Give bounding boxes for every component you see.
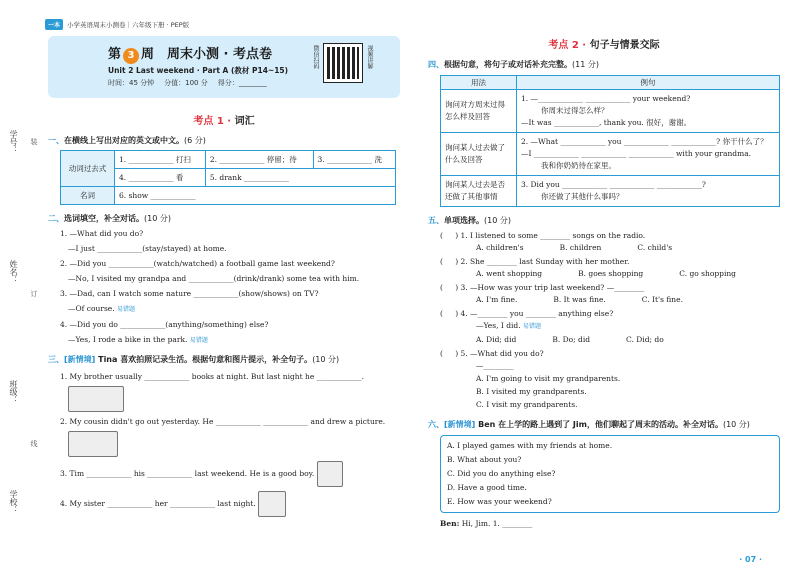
- table-head-usage: 用法: [441, 76, 517, 90]
- table-row: [441, 176, 780, 207]
- student-name-label: 姓名：: [9, 260, 18, 284]
- mc-question[interactable]: ( ) 4. —________ you ________ anything else?: [440, 309, 614, 318]
- s6-new-tag: [新情境]: [444, 420, 476, 429]
- s6-text: Ben 在上学的路上遇到了 Jim，他们聊起了周末的活动。补全对话。: [478, 420, 723, 429]
- s2-text: 选词填空，补全对话。: [64, 214, 144, 223]
- vocab-head-nouns: 名词: [61, 187, 115, 205]
- example-cell[interactable]: [517, 133, 780, 176]
- mc-option[interactable]: A. went shopping: [476, 269, 543, 278]
- page-number: · 07 ·: [739, 555, 762, 564]
- vocab-head-verbs: 动词过去式: [61, 151, 115, 187]
- washing-illustration-icon: [317, 461, 343, 487]
- mc-question[interactable]: ( ) 3. —How was your trip last weekend? —________: [440, 283, 645, 292]
- vocab-cell[interactable]: 3. ____________ 洗: [313, 151, 395, 169]
- vocab-cell[interactable]: 2. ____________ 停留；待: [205, 151, 313, 169]
- key-point-2-heading: [428, 36, 780, 51]
- dialogue-options-box: [440, 435, 780, 513]
- test-meta: [108, 78, 267, 88]
- brand-bar: [45, 18, 189, 30]
- binding-mark-3: 线: [30, 440, 38, 447]
- s1-text: 在横线上写出对应的英文或中文。: [64, 136, 184, 145]
- kp2-label: 考点 2 ·: [548, 40, 590, 51]
- s3-score: (10 分): [312, 355, 340, 364]
- example-line[interactable]: 2. —What ____________ you ____________ ____________? 你干什么了？: [521, 137, 768, 146]
- mc-option[interactable]: A. children's: [476, 243, 524, 252]
- s1-score: (6 分): [184, 136, 206, 145]
- s3-number: 三、: [48, 355, 64, 364]
- s5-score: (10 分): [484, 216, 511, 225]
- mc-option[interactable]: B. It was fine.: [553, 295, 606, 304]
- s2-number: 二、: [48, 214, 64, 223]
- sentence-table: [440, 75, 780, 207]
- dialogue-option[interactable]: D. Have a good time.: [447, 483, 527, 492]
- section-1-heading: [48, 135, 400, 146]
- section-3-heading: [48, 354, 400, 365]
- right-column: [428, 36, 780, 528]
- picture-question[interactable]: [60, 491, 400, 517]
- s3-text: Tina 喜欢拍照记录生活。根据句意和图片提示，补全句子。: [98, 355, 313, 364]
- mc-option[interactable]: C. It's fine.: [641, 295, 683, 304]
- kp1-label: 考点 1 ·: [193, 116, 235, 127]
- s6-number: 六、: [428, 420, 444, 429]
- s2-score: (10 分): [144, 214, 171, 223]
- usage-cell: 询问某人过去做了什么及回答: [441, 133, 517, 176]
- s1-number: 一、: [48, 136, 64, 145]
- section-2-heading: [48, 213, 400, 224]
- section-6-heading: [428, 419, 780, 430]
- error-prone-tag: 易错题: [522, 323, 541, 330]
- kp2-title: 句子与情景交际: [589, 40, 660, 51]
- binding-mark-2: 订: [30, 290, 38, 297]
- vocab-cell[interactable]: 6. show ____________: [115, 187, 396, 205]
- table-row: [441, 90, 780, 133]
- cleaning-illustration-icon: [258, 491, 286, 517]
- dialogue-option[interactable]: B. What about you?: [447, 455, 522, 464]
- example-line[interactable]: —I ____________ ____________ ____________ with your grandma.: [521, 149, 752, 158]
- s4-text: 根据句意，将句子或对话补充完整。: [444, 60, 572, 69]
- qr-label-left: 微信扫码: [312, 45, 319, 69]
- example-translation: 你还做了其他什么事吗？: [541, 192, 624, 201]
- test-subtitle: Unit 2 Last weekend · Part A (教材 P14~15): [108, 66, 289, 75]
- mc-options: [476, 243, 780, 252]
- dialogue-option[interactable]: A. I played games with my friends at home.: [447, 441, 613, 450]
- dialogue-text: Hi, Jim. 1. ________: [461, 519, 533, 528]
- picture-question[interactable]: [60, 371, 400, 382]
- dialogue-line[interactable]: [440, 519, 780, 528]
- vocab-cell[interactable]: 1. ____________ 打扫: [115, 151, 206, 169]
- test-title: [108, 43, 272, 64]
- mc-option[interactable]: B. I visited my grandparents.: [476, 387, 587, 396]
- example-cell[interactable]: [517, 90, 780, 133]
- example-cell[interactable]: [517, 176, 780, 207]
- test-header: [48, 36, 400, 98]
- mc-answer-text: —________: [476, 361, 514, 370]
- answer-text: —Of course.: [68, 304, 115, 313]
- mc-option[interactable]: C. I visit my grandparents.: [476, 400, 578, 409]
- brand-tag: 一本: [45, 19, 63, 30]
- student-id-label: 学号：: [9, 130, 18, 154]
- example-line[interactable]: 3. Did you ____________ ____________ ____________?: [521, 180, 706, 189]
- picture-row: [68, 431, 400, 457]
- table-head-example: 例句: [517, 76, 780, 90]
- binding-spine: [0, 0, 38, 578]
- usage-cell: 询问对方周末过得怎么样及回答: [441, 90, 517, 133]
- mc-option[interactable]: A. Did; did: [476, 335, 517, 344]
- mc-option[interactable]: B. Do; did: [552, 335, 591, 344]
- vocab-table: [60, 150, 396, 205]
- qr-code-icon[interactable]: [324, 44, 362, 82]
- s5-number: 五、: [428, 216, 444, 225]
- example-line[interactable]: 1. —____________ ____________ your weekend?: [521, 94, 691, 103]
- question-line[interactable]: 3. —Dad, can I watch some nature ____________(show/shows) on TV?: [60, 289, 319, 298]
- mc-option[interactable]: A. I'm fine.: [476, 295, 518, 304]
- class-label: 班级：: [9, 380, 18, 404]
- dialogue-speaker: Ben:: [440, 519, 460, 528]
- mc-option[interactable]: B. goes shopping: [578, 269, 644, 278]
- mc-question[interactable]: ( ) 5. —What did you do?: [440, 349, 544, 358]
- vocab-cell[interactable]: 4. ____________ 看: [115, 169, 206, 187]
- example-translation: 你周末过得怎么样？: [541, 106, 609, 115]
- usage-cell: 询问某人过去是否还做了其他事情: [441, 176, 517, 207]
- school-label: 学校：: [9, 490, 18, 514]
- binding-mark-1: 装: [30, 138, 38, 145]
- title-prefix: 第: [108, 47, 122, 62]
- s4-score: (11 分): [572, 60, 599, 69]
- mc-answer-text: —Yes, I did.: [476, 321, 521, 330]
- picture-question[interactable]: [60, 461, 400, 487]
- picture-question-text: 2. My cousin didn't go out yesterday. He ____________ ____________ and drew a picture.: [60, 417, 386, 426]
- answer-text: —Yes, I rode a bike in the park.: [68, 335, 188, 344]
- table-row: [441, 133, 780, 176]
- s5-text: 单项选择。: [444, 216, 484, 225]
- drawing-illustration-icon: [68, 431, 118, 457]
- mc-question[interactable]: ( ) 2. She ________ last Sunday with her mother.: [440, 257, 630, 266]
- reading-illustration-icon: [68, 386, 124, 412]
- mc-option[interactable]: C. child's: [637, 243, 673, 252]
- s3-new-tag: [新情境]: [64, 355, 96, 364]
- s4-number: 四、: [428, 60, 444, 69]
- question-line: 1. —What did you do?: [60, 229, 144, 238]
- key-point-1-heading: [48, 112, 400, 127]
- mc-options-vertical: [476, 359, 780, 411]
- answer-line[interactable]: —No, I visited my grandpa and ____________(drink/drank) some tea with him.: [68, 274, 360, 283]
- dialogue-option[interactable]: C. Did you do anything else?: [447, 469, 556, 478]
- mc-options: [476, 335, 780, 344]
- mc-options: [476, 295, 780, 304]
- s6-score: (10 分): [722, 420, 750, 429]
- vocab-cell[interactable]: 5. drank ____________: [205, 169, 395, 187]
- answer-line: [68, 303, 400, 315]
- error-prone-tag: 易错题: [117, 306, 136, 313]
- section-5-heading: [428, 215, 780, 226]
- section-4-heading: [428, 59, 780, 70]
- error-prone-tag: 易错题: [189, 337, 208, 344]
- brand-text: 小学英语周末小测卷｜六年级下册 · PEP版: [67, 20, 190, 29]
- qr-label-right: 视频讲解: [366, 45, 373, 69]
- mc-option[interactable]: C. go shopping: [679, 269, 736, 278]
- mc-option[interactable]: A. I'm going to visit my grandparents.: [476, 374, 621, 383]
- week-number-badge: 3: [123, 48, 139, 64]
- title-suffix: 周 周末小测 · 考点卷: [141, 47, 273, 62]
- result-info: 得分：________: [217, 79, 267, 87]
- example-line[interactable]: —It was ____________, thank you. 很好，谢谢。: [521, 118, 692, 127]
- picture-question-text: 4. My sister ____________ her ____________ last night.: [60, 499, 256, 508]
- mc-option[interactable]: C. Did; do: [626, 335, 664, 344]
- mc-options: [476, 269, 780, 278]
- left-column: [48, 36, 400, 517]
- picture-question-text: 3. Tim ____________ his ____________ last weekend. He is a good boy.: [60, 469, 315, 478]
- mc-question[interactable]: ( ) 1. I listened to some ________ songs on the radio.: [440, 231, 646, 240]
- answer-line[interactable]: —I just ____________(stay/stayed) at home.: [68, 244, 227, 253]
- question-line[interactable]: 2. —Did you ____________(watch/watched) a football game last weekend?: [60, 259, 335, 268]
- example-translation: 我和你奶奶待在家里。: [541, 161, 616, 170]
- picture-question[interactable]: [60, 416, 400, 427]
- time-info: 时间：45 分钟: [108, 79, 155, 87]
- picture-row: [68, 386, 400, 412]
- answer-line: [68, 334, 400, 346]
- kp1-title: 词汇: [234, 116, 255, 127]
- dialogue-option[interactable]: E. How was your weekend?: [447, 497, 552, 506]
- mc-option[interactable]: B. children: [559, 243, 602, 252]
- picture-question-text: 1. My brother usually ____________ books at night. But last night he ____________.: [60, 372, 365, 381]
- mc-answer-line: [476, 319, 780, 333]
- score-info: 分值：100 分: [164, 79, 208, 87]
- question-line[interactable]: 4. —Did you do ____________(anything/something) else?: [60, 320, 269, 329]
